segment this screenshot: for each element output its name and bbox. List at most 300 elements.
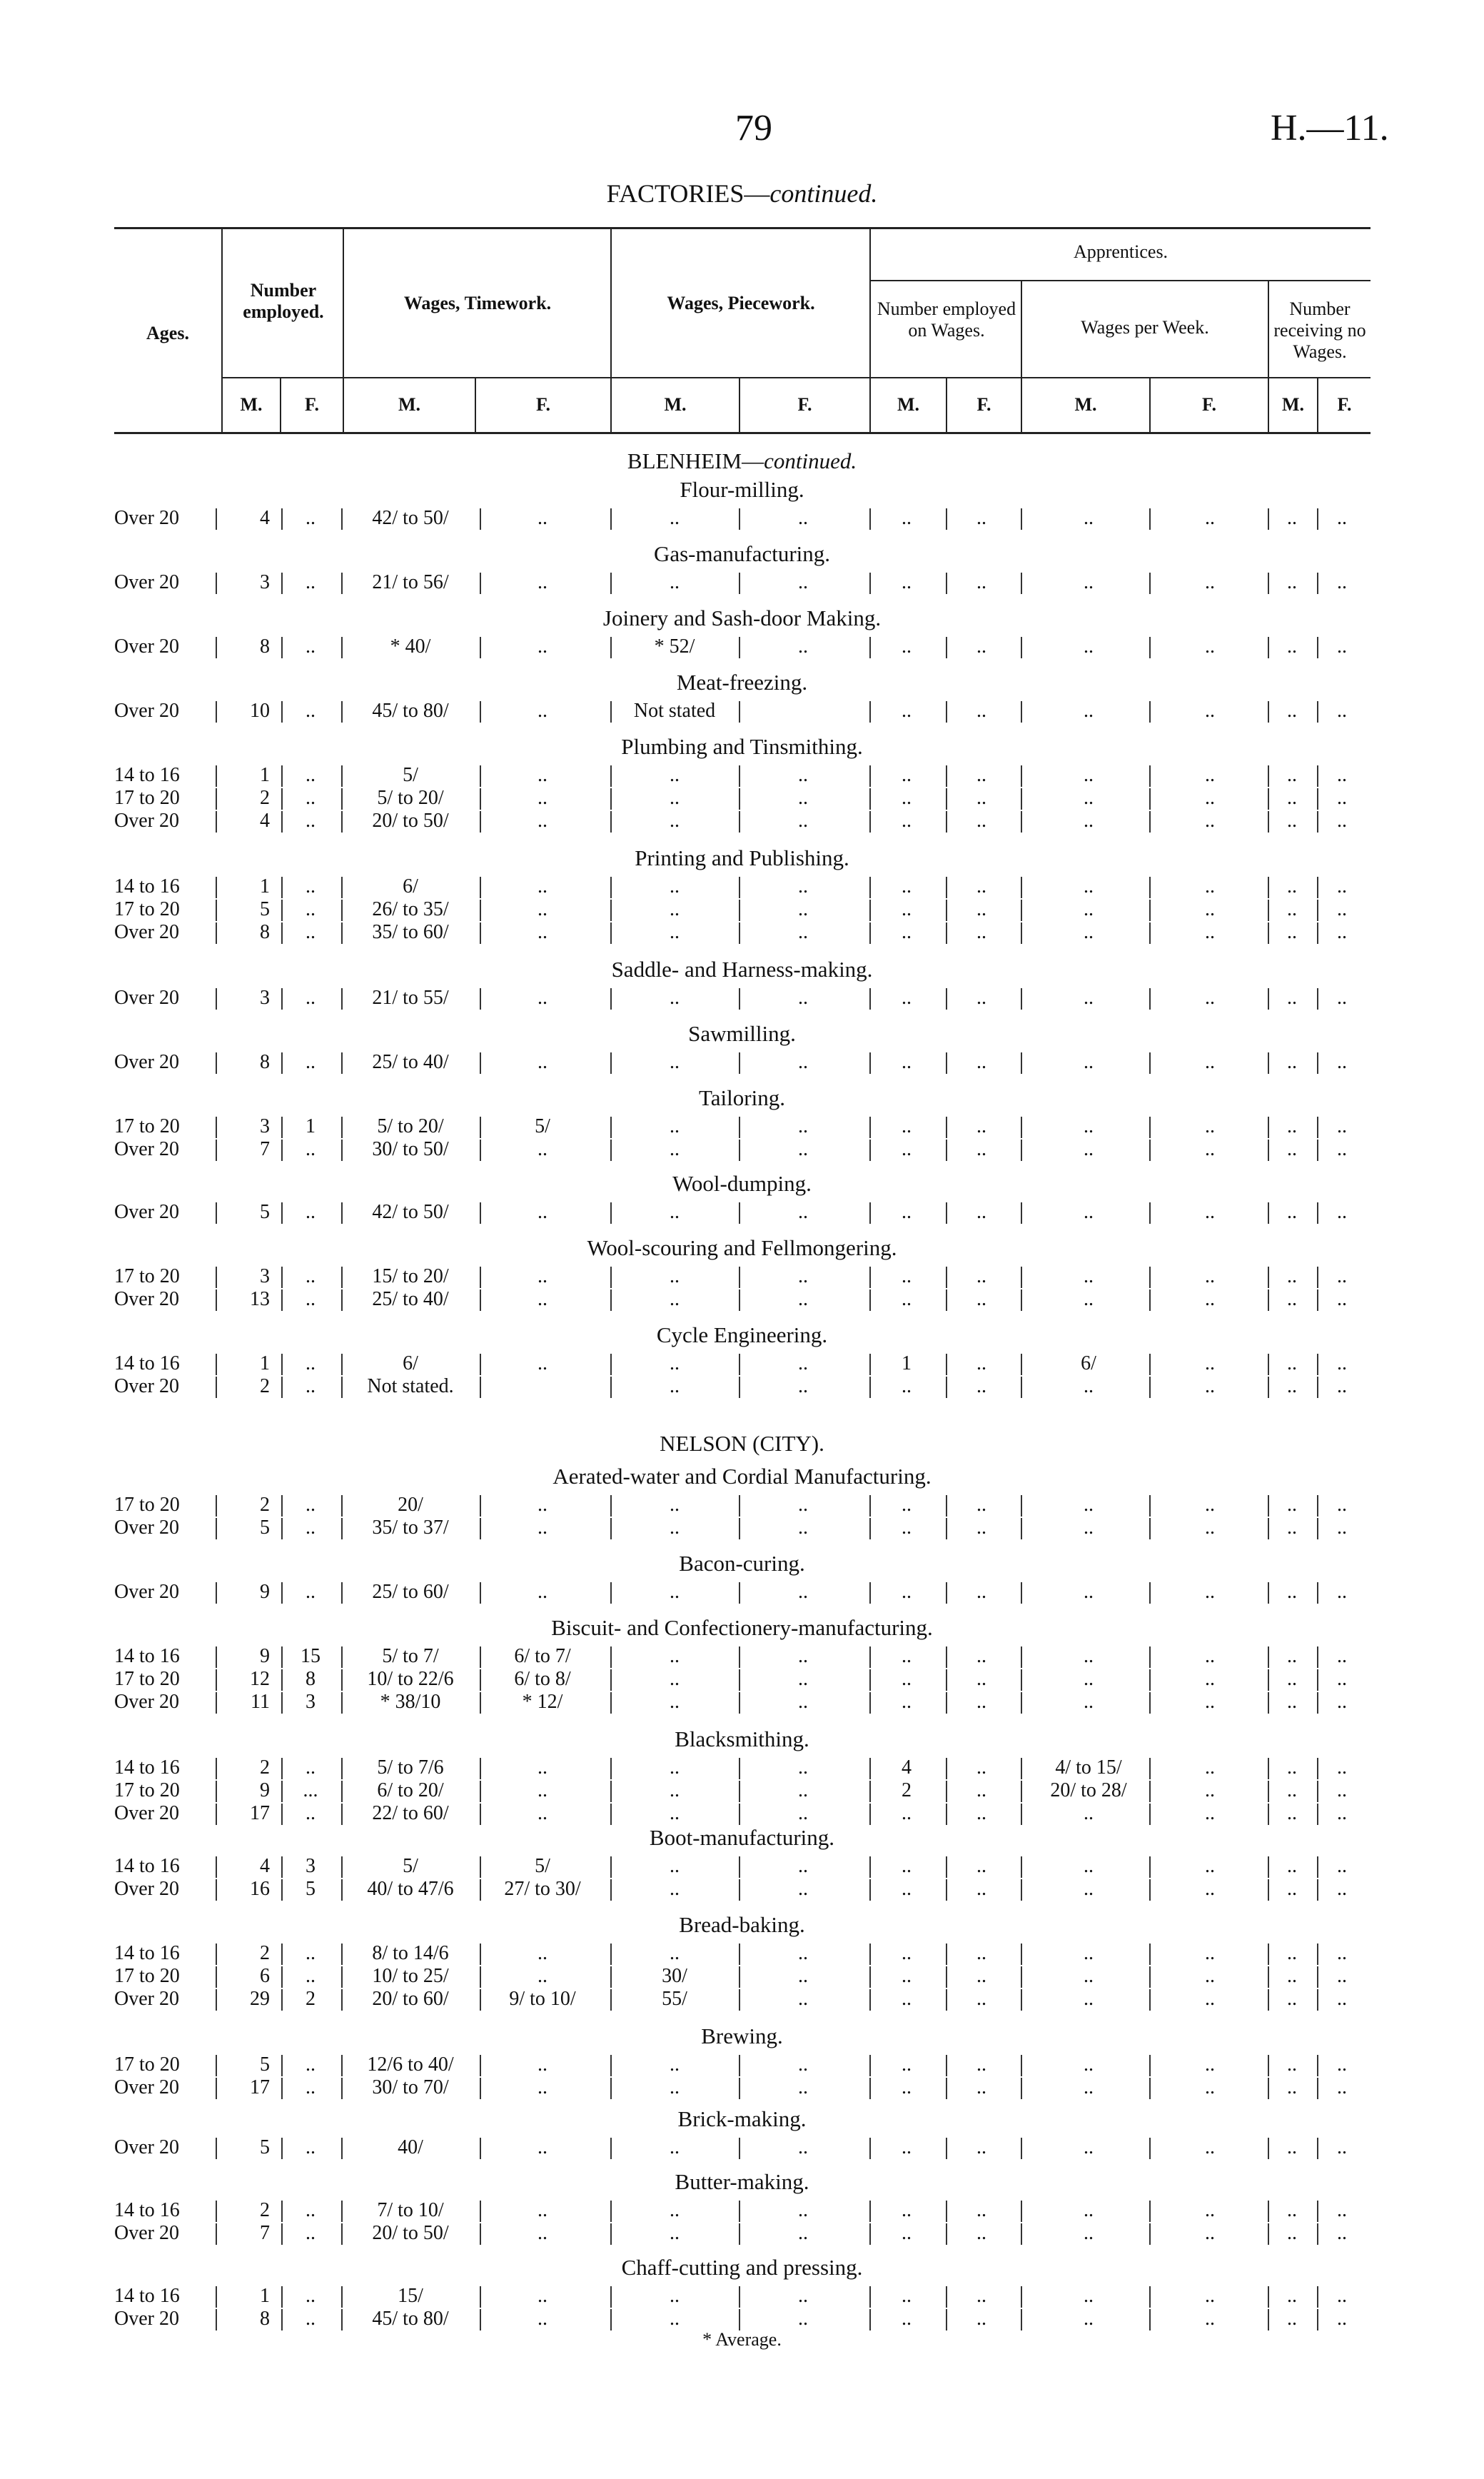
table-row	[0, 2076, 1484, 2099]
column-divider	[1317, 2138, 1318, 2159]
cell-apprentices-f: ..	[976, 1494, 986, 1516]
column-divider	[1021, 2309, 1022, 2330]
cell-apprentices-f: ..	[976, 2076, 986, 2098]
column-divider	[216, 922, 217, 944]
column-divider	[739, 1804, 740, 1825]
column-divider	[610, 1646, 612, 1668]
cell-timework-m: * 40/	[390, 635, 431, 658]
column-divider	[1268, 2286, 1269, 2308]
column-divider	[610, 1989, 612, 2011]
cell-employed-m: 3	[260, 1265, 270, 1287]
column-divider	[869, 1856, 871, 1878]
cell-employed-m: 1	[260, 764, 270, 786]
cell-timework-f: ..	[537, 1265, 547, 1287]
page-title	[0, 178, 1484, 208]
column-divider	[1021, 788, 1022, 810]
cell-no-wages-f: ..	[1337, 1352, 1347, 1374]
column-divider	[739, 900, 740, 921]
column-divider	[281, 811, 283, 833]
industry-heading	[0, 670, 1484, 695]
cell-timework-m: 40/	[398, 2136, 423, 2158]
cell-employed-f: ..	[306, 1352, 316, 1374]
cell-no-wages-m: ..	[1287, 1201, 1297, 1223]
cell-apprentice-wages-f: ..	[1205, 571, 1215, 593]
column-divider	[869, 2286, 871, 2308]
column-divider	[1021, 701, 1022, 723]
column-divider	[1268, 1692, 1269, 1714]
cell-timework-m: 5/ to 7/6	[377, 1756, 444, 1779]
cell-timework-m: 30/ to 50/	[372, 1138, 449, 1160]
cell-employed-m: 5	[260, 1517, 270, 1539]
cell-ages: 17 to 20	[114, 1779, 180, 1801]
cell-no-wages-m: ..	[1287, 1988, 1297, 2010]
column-divider	[341, 508, 343, 530]
column-divider	[946, 2055, 947, 2076]
cell-apprentice-wages-m: ..	[1084, 810, 1094, 832]
cell-no-wages-f: ..	[1337, 2136, 1347, 2158]
cell-timework-f: ..	[537, 2199, 547, 2221]
column-divider	[739, 2201, 740, 2222]
column-divider	[946, 1966, 947, 1988]
cell-apprentice-wages-f: ..	[1205, 1965, 1215, 1987]
cell-employed-m: 11	[251, 1691, 270, 1713]
cell-employed-f: ..	[306, 1517, 316, 1539]
column-divider	[1149, 811, 1151, 833]
cell-piecework-f: ..	[798, 1668, 808, 1690]
cell-apprentices-m: ..	[902, 1988, 912, 2010]
cell-ages: Over 20	[114, 1878, 179, 1900]
cell-ages: Over 20	[114, 810, 179, 832]
cell-piecework-m: ..	[670, 2285, 680, 2307]
cell-no-wages-f: ..	[1337, 875, 1347, 897]
cell-timework-m: 5/ to 20/	[377, 787, 444, 809]
cell-timework-f: ..	[537, 2053, 547, 2076]
cell-apprentices-f: ..	[976, 1201, 986, 1223]
column-divider	[1268, 988, 1269, 1010]
industry-heading	[0, 1825, 1484, 1851]
column-divider	[869, 877, 871, 898]
cell-employed-m: 5	[260, 898, 270, 920]
column-divider	[946, 1117, 947, 1138]
cell-timework-f: ..	[537, 507, 547, 529]
cell-apprentice-wages-f: ..	[1205, 1288, 1215, 1310]
cell-timework-m: 6/	[403, 1352, 418, 1374]
column-divider	[341, 988, 343, 1010]
column-divider	[610, 1202, 612, 1224]
column-divider	[869, 1781, 871, 1802]
cell-timework-m: 42/ to 50/	[372, 1201, 449, 1223]
column-divider	[341, 1582, 343, 1604]
column-divider	[1317, 1202, 1318, 1224]
cell-no-wages-m: ..	[1287, 1779, 1297, 1801]
cell-apprentices-f: ..	[976, 875, 986, 897]
cell-apprentices-f: ..	[976, 2222, 986, 2244]
column-divider	[480, 1856, 481, 1878]
cell-apprentice-wages-m: ..	[1084, 1375, 1094, 1397]
table-row	[0, 1988, 1484, 2011]
column-divider	[1149, 1669, 1151, 1691]
column-divider	[739, 1202, 740, 1224]
cell-ages: 14 to 16	[114, 2199, 180, 2221]
column-divider	[216, 1495, 217, 1517]
column-divider	[610, 2055, 612, 2076]
industry-name: Tailoring.	[699, 1085, 785, 1110]
cell-piecework-f: ..	[798, 1115, 808, 1137]
industry-name: Boot-manufacturing.	[649, 1825, 835, 1850]
cell-employed-m: 3	[260, 1115, 270, 1137]
industry-heading	[0, 1021, 1484, 1047]
table-row	[0, 1645, 1484, 1668]
cell-apprentices-m: ..	[902, 1494, 912, 1516]
cell-apprentice-wages-m: ..	[1084, 571, 1094, 593]
column-divider	[1021, 1856, 1022, 1878]
cell-no-wages-m: ..	[1287, 1668, 1297, 1690]
cell-apprentice-wages-m: ..	[1084, 787, 1094, 809]
column-divider	[1317, 1377, 1318, 1398]
column-divider	[739, 1140, 740, 1161]
cell-apprentice-wages-m: ..	[1084, 898, 1094, 920]
table-row	[0, 2222, 1484, 2245]
cell-apprentice-wages-f: ..	[1205, 987, 1215, 1009]
cell-timework-f: ..	[537, 1352, 547, 1374]
column-divider	[610, 900, 612, 921]
column-divider	[1021, 765, 1022, 787]
cell-no-wages-f: ..	[1337, 1779, 1347, 1801]
cell-piecework-f: ..	[798, 1288, 808, 1310]
column-divider	[1268, 1117, 1269, 1138]
column-divider	[1268, 1781, 1269, 1802]
cell-no-wages-f: ..	[1337, 1802, 1347, 1824]
cell-apprentices-m: ..	[902, 875, 912, 897]
cell-apprentices-f: ..	[976, 898, 986, 920]
column-divider	[1268, 1989, 1269, 2011]
column-divider	[341, 2138, 343, 2159]
cell-employed-m: 3	[260, 571, 270, 593]
cell-apprentice-wages-f: ..	[1205, 1494, 1215, 1516]
cell-employed-f: ..	[306, 2285, 316, 2307]
column-divider	[1149, 573, 1151, 594]
table-row	[0, 810, 1484, 833]
cell-apprentices-m: ..	[902, 1115, 912, 1137]
column-divider	[1268, 1758, 1269, 1779]
cell-timework-f: ..	[537, 700, 547, 722]
column-divider	[869, 2055, 871, 2076]
column-divider	[1268, 701, 1269, 723]
cell-apprentices-f: ..	[976, 2136, 986, 2158]
column-divider	[869, 1582, 871, 1604]
cell-piecework-m: ..	[670, 1779, 680, 1801]
column-divider	[869, 1518, 871, 1539]
column-divider	[1268, 788, 1269, 810]
industry-heading	[0, 2169, 1484, 2195]
column-divider	[281, 1944, 283, 1965]
cell-apprentice-wages-m: 4/ to 15/	[1055, 1756, 1122, 1779]
cell-piecework-m: * 52/	[654, 635, 695, 658]
cell-piecework-m: ..	[670, 1581, 680, 1603]
column-divider	[946, 1781, 947, 1802]
column-divider	[341, 1669, 343, 1691]
cell-timework-m: 40/ to 47/6	[367, 1878, 454, 1900]
cell-apprentices-m: ..	[902, 1138, 912, 1160]
column-divider	[610, 1944, 612, 1965]
column-divider	[1268, 1582, 1269, 1604]
cell-ages: Over 20	[114, 1288, 179, 1310]
cell-timework-f: ..	[537, 1802, 547, 1824]
industry-heading	[0, 957, 1484, 982]
column-divider	[281, 1289, 283, 1311]
column-divider	[281, 2309, 283, 2330]
cell-apprentices-m: ..	[902, 2136, 912, 2158]
cell-employed-m: 29	[250, 1988, 270, 2010]
cell-apprentices-f: ..	[976, 1352, 986, 1374]
column-divider	[869, 637, 871, 658]
column-divider	[1021, 1669, 1022, 1691]
column-divider	[1021, 2078, 1022, 2099]
cell-piecework-f: ..	[798, 921, 808, 943]
column-divider	[1021, 2201, 1022, 2222]
column-divider	[1317, 922, 1318, 944]
cell-apprentices-m: ..	[902, 1051, 912, 1073]
cell-employed-m: 12	[250, 1668, 270, 1690]
column-divider	[739, 701, 740, 723]
column-divider	[946, 2138, 947, 2159]
cell-timework-m: 10/ to 25/	[372, 1965, 449, 1987]
column-divider	[1317, 1758, 1318, 1779]
cell-apprentices-f: ..	[976, 1779, 986, 1801]
cell-piecework-f: ..	[798, 1375, 808, 1397]
cell-piecework-m: ..	[670, 1288, 680, 1310]
cell-piecework-m: ..	[670, 571, 680, 593]
cell-timework-f: 5/	[535, 1115, 550, 1137]
cell-piecework-m: ..	[670, 875, 680, 897]
industry-name: Brewing.	[701, 2023, 783, 2048]
cell-timework-f: ..	[537, 1138, 547, 1160]
column-divider	[610, 2138, 612, 2159]
column-divider	[281, 701, 283, 723]
column-divider	[480, 1646, 481, 1668]
cell-no-wages-m: ..	[1287, 1375, 1297, 1397]
column-divider	[1268, 1669, 1269, 1691]
column-divider	[1021, 922, 1022, 944]
column-divider	[946, 2223, 947, 2245]
column-divider	[281, 1856, 283, 1878]
cell-piecework-f: ..	[798, 1691, 808, 1713]
cell-timework-m: 25/ to 40/	[372, 1288, 449, 1310]
cell-no-wages-f: ..	[1337, 1691, 1347, 1713]
column-divider	[341, 573, 343, 594]
column-divider	[946, 1989, 947, 2011]
column-divider	[216, 1518, 217, 1539]
cell-apprentices-m: ..	[902, 1878, 912, 1900]
cell-piecework-m: ..	[670, 1691, 680, 1713]
cell-timework-f: ..	[537, 1965, 547, 1987]
column-divider	[1149, 765, 1151, 787]
cell-piecework-m: ..	[670, 1878, 680, 1900]
cell-apprentice-wages-f: ..	[1205, 1802, 1215, 1824]
cell-piecework-m: ..	[670, 2053, 680, 2076]
cell-piecework-m: 30/	[662, 1965, 687, 1987]
column-divider	[1021, 1692, 1022, 1714]
column-divider	[1268, 1267, 1269, 1288]
cell-timework-f: ..	[537, 875, 547, 897]
column-divider	[739, 2286, 740, 2308]
cell-piecework-f: ..	[798, 1878, 808, 1900]
cell-piecework-m: ..	[670, 1855, 680, 1877]
column-divider	[480, 2286, 481, 2308]
column-divider	[480, 1354, 481, 1375]
cell-no-wages-m: ..	[1287, 2222, 1297, 2244]
column-divider	[341, 811, 343, 833]
column-divider	[216, 573, 217, 594]
column-divider	[610, 1692, 612, 1714]
cell-employed-f: 1	[306, 1115, 316, 1137]
cell-apprentice-wages-m: ..	[1084, 2076, 1094, 2098]
cell-apprentice-wages-m: ..	[1084, 507, 1094, 529]
cell-ages: Over 20	[114, 2076, 179, 2098]
column-divider	[1268, 922, 1269, 944]
header-f: F.	[976, 394, 991, 415]
column-divider	[610, 1377, 612, 1398]
column-divider	[216, 1052, 217, 1074]
cell-apprentice-wages-m: ..	[1084, 1691, 1094, 1713]
cell-no-wages-m: ..	[1287, 700, 1297, 722]
cell-no-wages-m: ..	[1287, 921, 1297, 943]
column-divider	[1268, 1518, 1269, 1539]
cell-no-wages-m: ..	[1287, 1965, 1297, 1987]
column-divider	[480, 701, 481, 723]
column-divider	[281, 900, 283, 921]
cell-employed-f: ..	[306, 987, 316, 1009]
column-divider	[216, 811, 217, 833]
column-divider	[341, 1966, 343, 1988]
column-divider	[739, 1377, 740, 1398]
cell-piecework-m: ..	[670, 898, 680, 920]
cell-piecework-f: ..	[798, 2053, 808, 2076]
column-divider	[341, 2201, 343, 2222]
cell-no-wages-m: ..	[1287, 1855, 1297, 1877]
table-row	[0, 2308, 1484, 2330]
column-divider	[739, 1052, 740, 1074]
cell-employed-m: 5	[260, 1201, 270, 1223]
column-divider	[216, 2138, 217, 2159]
industry-heading	[0, 1464, 1484, 1489]
column-divider	[869, 1354, 871, 1375]
column-divider	[341, 1692, 343, 1714]
cell-ages: Over 20	[114, 700, 179, 722]
industry-name: Aerated-water and Cordial Manufacturing.	[552, 1464, 932, 1489]
cell-apprentice-wages-f: ..	[1205, 700, 1215, 722]
industry-name: Saddle- and Harness-making.	[611, 957, 873, 982]
column-divider	[869, 1944, 871, 1965]
cell-apprentice-wages-f: ..	[1205, 507, 1215, 529]
cell-no-wages-m: ..	[1287, 571, 1297, 593]
table-row	[0, 1779, 1484, 1802]
column-divider	[281, 1052, 283, 1074]
town-heading-nelson	[0, 1431, 1484, 1457]
cell-piecework-f: ..	[798, 1942, 808, 1964]
column-divider	[1149, 1781, 1151, 1802]
cell-apprentices-f: ..	[976, 1645, 986, 1667]
column-divider	[946, 922, 947, 944]
column-divider	[341, 637, 343, 658]
cell-employed-f: ..	[306, 1581, 316, 1603]
cell-no-wages-f: ..	[1337, 810, 1347, 832]
column-divider	[480, 2055, 481, 2076]
cell-timework-m: * 38/10	[380, 1691, 441, 1713]
cell-no-wages-m: ..	[1287, 1288, 1297, 1310]
column-divider	[946, 637, 947, 658]
column-divider	[1021, 988, 1022, 1010]
column-divider	[1021, 2055, 1022, 2076]
cell-apprentice-wages-f: ..	[1205, 921, 1215, 943]
cell-apprentices-f: ..	[976, 921, 986, 943]
column-divider	[281, 1692, 283, 1714]
cell-no-wages-m: ..	[1287, 1115, 1297, 1137]
cell-ages: Over 20	[114, 571, 179, 593]
cell-apprentice-wages-f: ..	[1205, 1645, 1215, 1667]
column-divider	[341, 1804, 343, 1825]
column-divider	[869, 1646, 871, 1668]
cell-employed-m: 2	[260, 1942, 270, 1964]
header-m: M.	[398, 394, 421, 415]
column-divider	[739, 811, 740, 833]
column-divider	[1268, 1646, 1269, 1668]
cell-employed-m: 2	[260, 1494, 270, 1516]
cell-employed-f: 2	[306, 1988, 316, 2010]
cell-apprentice-wages-m: ..	[1084, 2308, 1094, 2330]
column-divider	[1149, 1989, 1151, 2011]
cell-apprentice-wages-m: ..	[1084, 1138, 1094, 1160]
column-divider	[739, 765, 740, 787]
cell-ages: Over 20	[114, 2136, 179, 2158]
cell-apprentice-wages-m: ..	[1084, 1115, 1094, 1137]
cell-employed-m: 4	[260, 1855, 270, 1877]
industry-name: Meat-freezing.	[676, 670, 808, 695]
cell-employed-m: 4	[260, 507, 270, 529]
column-divider	[1317, 637, 1318, 658]
column-divider	[1021, 1518, 1022, 1539]
cell-piecework-m: Not stated	[633, 700, 716, 722]
cell-employed-m: 9	[260, 1581, 270, 1603]
cell-piecework-m: ..	[670, 507, 680, 529]
cell-apprentices-m: ..	[902, 810, 912, 832]
cell-ages: 14 to 16	[114, 1352, 180, 1374]
cell-timework-m: 5/	[403, 1855, 418, 1877]
cell-apprentice-wages-m: ..	[1084, 2053, 1094, 2076]
column-divider	[341, 701, 343, 723]
cell-no-wages-m: ..	[1287, 875, 1297, 897]
cell-timework-f: 6/ to 7/	[514, 1645, 571, 1667]
cell-apprentices-m: ..	[902, 1517, 912, 1539]
cell-timework-m: 5/	[403, 764, 418, 786]
cell-apprentice-wages-f: ..	[1205, 2222, 1215, 2244]
cell-apprentice-wages-f: ..	[1205, 1668, 1215, 1690]
column-divider	[946, 1377, 947, 1398]
column-divider	[946, 877, 947, 898]
column-divider	[216, 637, 217, 658]
cell-timework-m: 21/ to 56/	[372, 571, 449, 593]
column-divider	[869, 2078, 871, 2099]
column-divider	[739, 637, 740, 658]
cell-employed-m: 1	[260, 1352, 270, 1374]
column-divider	[281, 1202, 283, 1224]
cell-ages: Over 20	[114, 635, 179, 658]
cell-no-wages-f: ..	[1337, 700, 1347, 722]
cell-apprentice-wages-m: ..	[1084, 1668, 1094, 1690]
column-divider	[341, 1781, 343, 1802]
column-divider	[281, 877, 283, 898]
table-row	[0, 1375, 1484, 1398]
